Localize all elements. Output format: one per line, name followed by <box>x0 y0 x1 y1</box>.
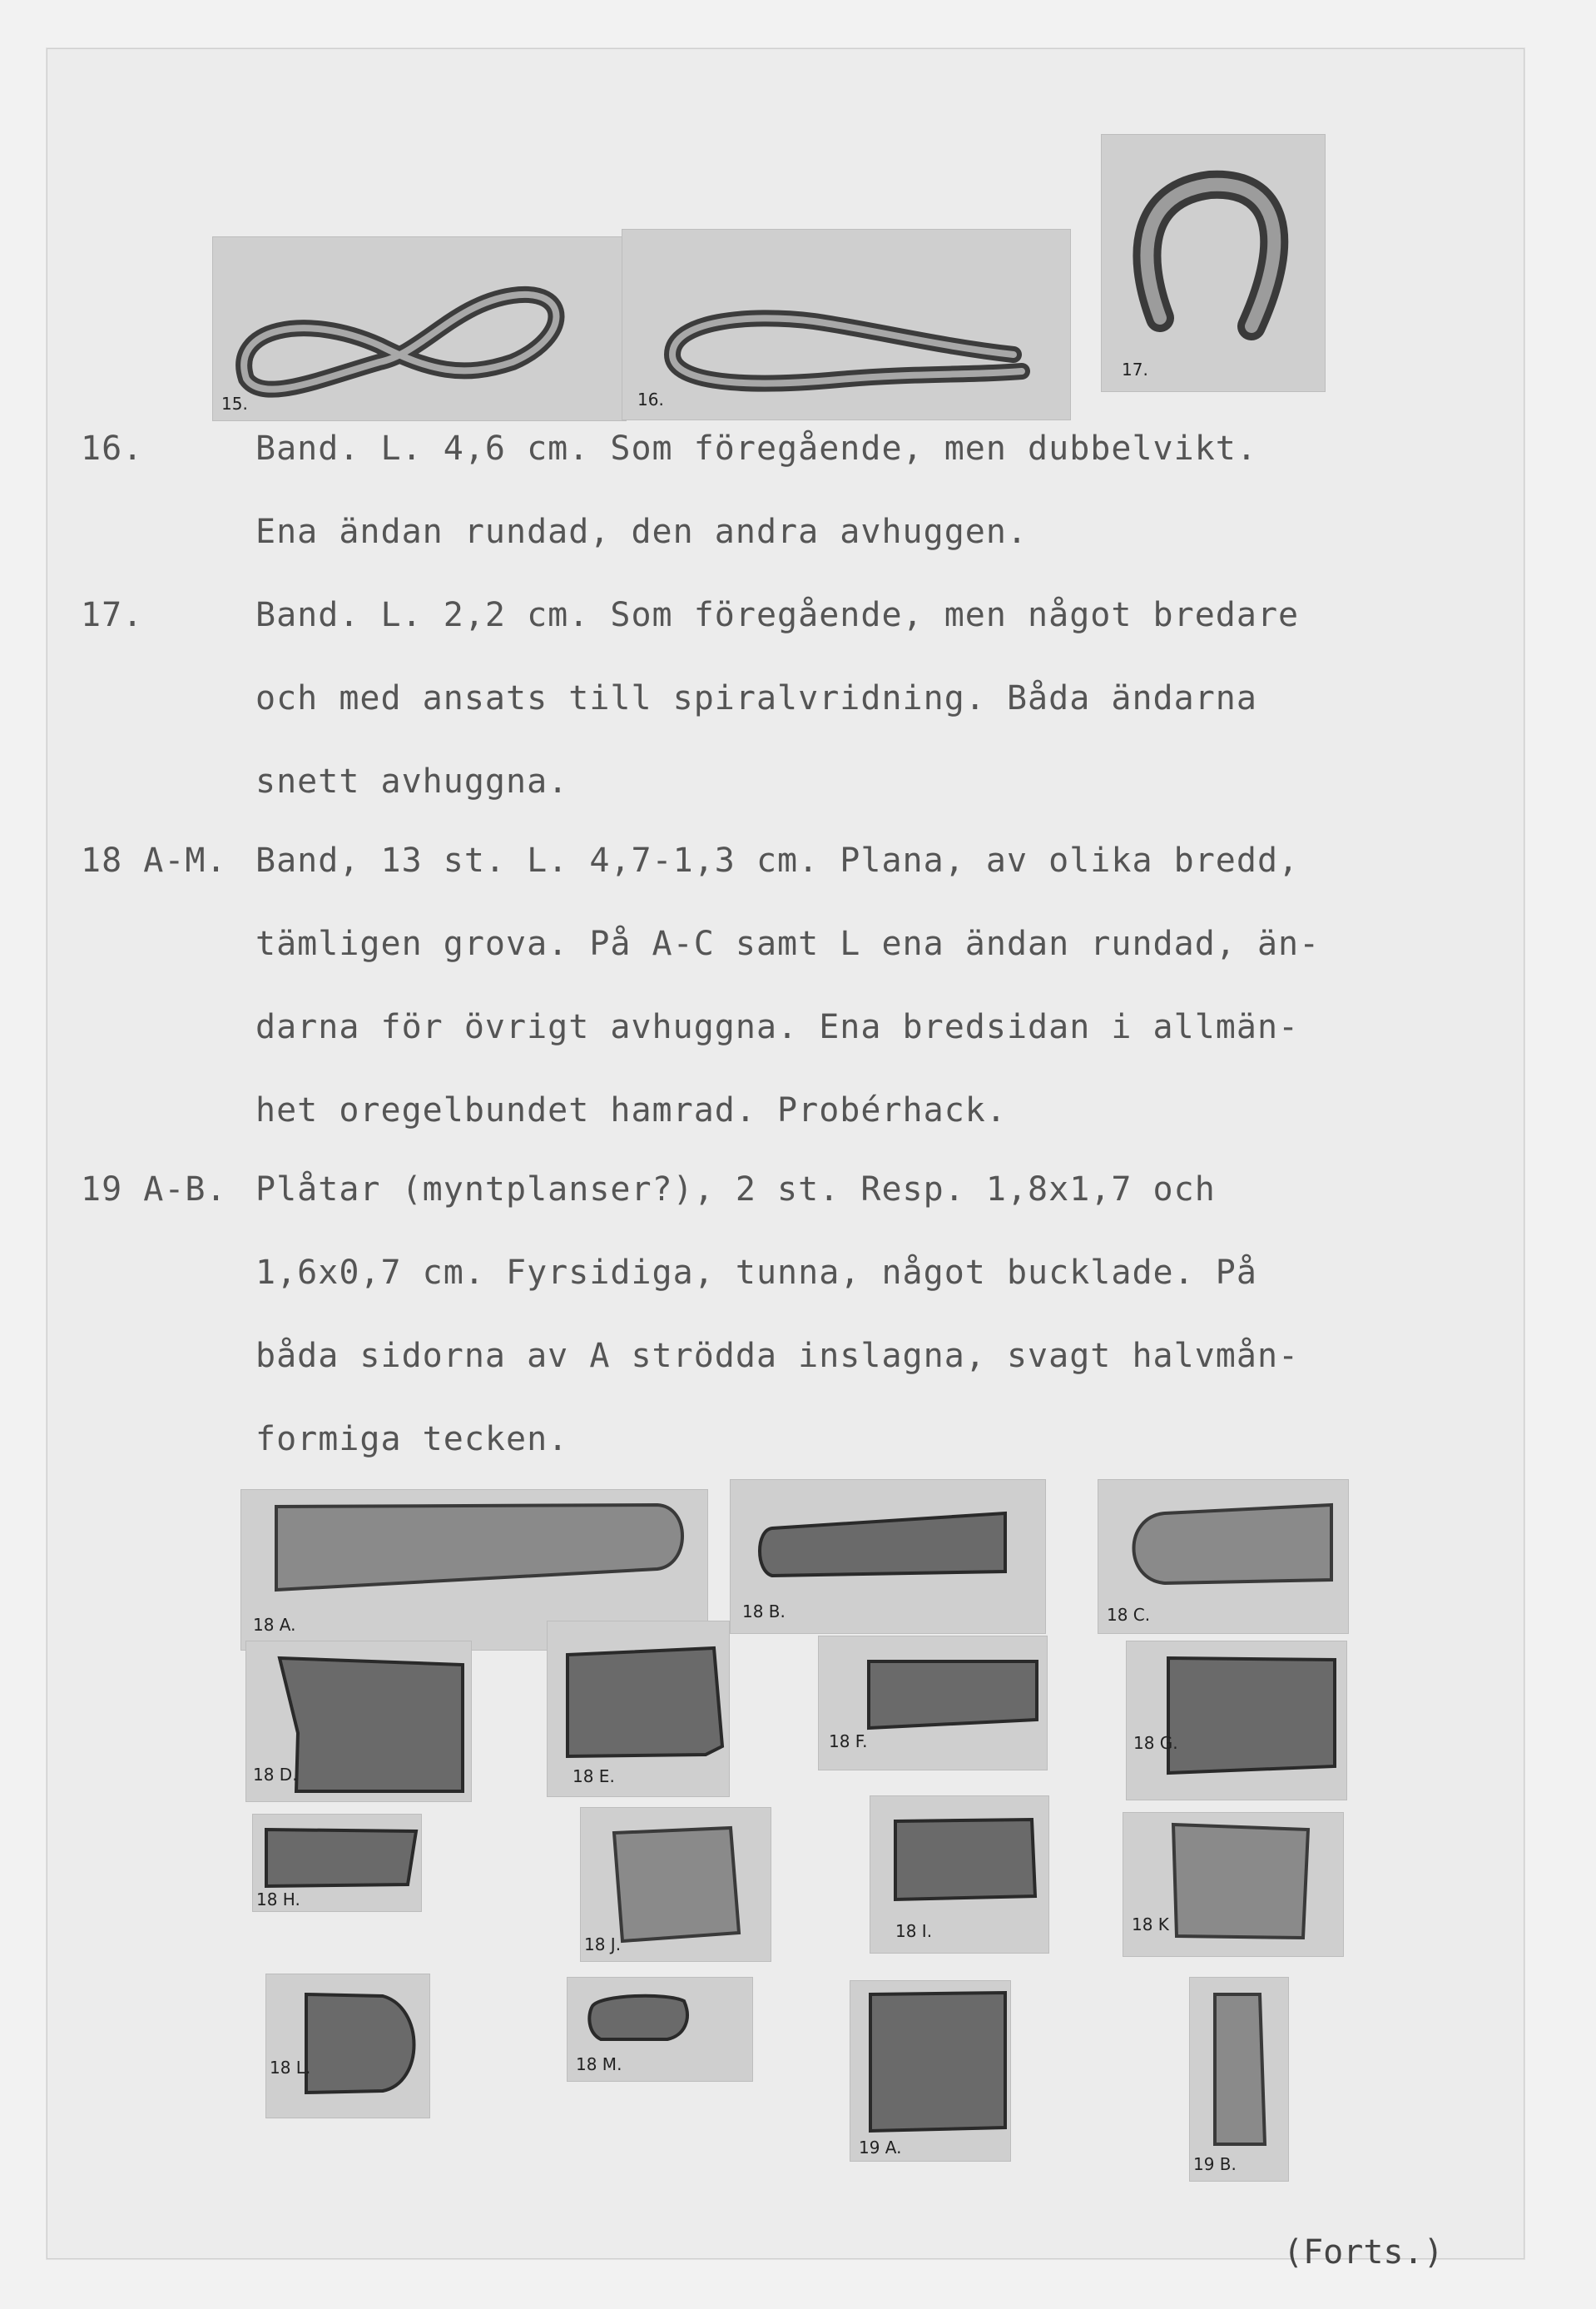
photo-18b <box>730 1479 1046 1634</box>
entry-19-line-4: formiga tecken. <box>255 1420 569 1458</box>
photo-18k-label: 18 K <box>1132 1914 1169 1934</box>
photo-19a <box>850 1980 1011 2162</box>
entry-17 <box>47 574 1524 823</box>
entry-17-number: 17. <box>81 596 144 634</box>
photo-18e <box>547 1621 730 1797</box>
photo-18b-label: 18 B. <box>742 1601 786 1621</box>
entry-19-line-3: båda sidorna av A strödda inslagna, svagt halvmån- <box>255 1337 1300 1375</box>
photo-18c-label: 18 C. <box>1107 1605 1151 1625</box>
photo-18m <box>567 1977 753 2082</box>
entry-18 <box>47 819 1524 1152</box>
photo-16 <box>622 229 1071 420</box>
photo-15 <box>212 236 627 421</box>
photo-18c <box>1098 1479 1349 1634</box>
photo-15-label: 15. <box>221 394 248 414</box>
entry-17-line-3: snett avhuggna. <box>255 762 569 801</box>
entry-19-line-2: 1,6x0,7 cm. Fyrsidiga, tunna, något bucklade. På <box>255 1254 1257 1292</box>
photo-18i <box>870 1795 1049 1954</box>
photo-19a-label: 19 A. <box>859 2138 902 2158</box>
entry-18-line-4: het oregelbundet hamrad. Probérhack. <box>255 1091 1007 1130</box>
photo-18g <box>1126 1641 1347 1800</box>
catalog-page <box>47 48 1524 2272</box>
curved-band-image <box>1102 135 1325 391</box>
plate-19b-image <box>1190 1978 1288 2181</box>
band-18g-image <box>1127 1641 1346 1800</box>
entry-19 <box>47 1148 1524 1481</box>
photo-18l-label: 18 L. <box>270 2058 311 2078</box>
entry-16-line-2: Ena ändan rundad, den andra avhuggen. <box>255 513 1028 551</box>
entry-18-line-1: Band, 13 st. L. 4,7-1,3 cm. Plana, av olika bredd, <box>255 842 1300 880</box>
band-18k-image <box>1123 1813 1343 1956</box>
entry-16 <box>47 407 1524 574</box>
twisted-wire-figure-eight-image <box>213 237 626 420</box>
photo-18d <box>245 1641 472 1802</box>
photo-18m-label: 18 M. <box>576 2054 622 2074</box>
photo-18a-label: 18 A. <box>253 1615 296 1635</box>
photo-18h <box>252 1814 422 1912</box>
photo-17 <box>1101 134 1326 392</box>
photo-18j <box>580 1807 771 1962</box>
photo-17-label: 17. <box>1122 360 1148 380</box>
photo-18i-label: 18 I. <box>895 1921 933 1941</box>
entry-17-line-1: Band. L. 2,2 cm. Som föregående, men något bredare <box>255 596 1300 634</box>
photo-18f <box>818 1636 1048 1770</box>
photo-18d-label: 18 D. <box>253 1765 298 1785</box>
entry-18-number: 18 A-M. <box>81 842 227 880</box>
entry-17-line-2: och med ansats till spiralvridning. Båda ändarna <box>255 679 1257 718</box>
photo-16-label: 16. <box>637 390 664 410</box>
photo-19b <box>1189 1977 1289 2182</box>
photo-19b-label: 19 B. <box>1193 2154 1237 2174</box>
plate-19a-image <box>850 1981 1010 2161</box>
entry-16-number: 16. <box>81 430 144 468</box>
folded-band-image <box>622 230 1070 420</box>
band-18l-image <box>266 1974 429 2118</box>
entry-19-number: 19 A-B. <box>81 1170 227 1209</box>
photo-18f-label: 18 F. <box>829 1731 868 1751</box>
continued-note: (Forts.) <box>1283 2233 1444 2272</box>
photo-18g-label: 18 G. <box>1133 1733 1178 1753</box>
photo-18e-label: 18 E. <box>572 1766 615 1786</box>
entry-18-line-2: tämligen grova. På A-C samt L ena ändan rundad, än- <box>255 925 1321 963</box>
photo-18h-label: 18 H. <box>256 1889 300 1909</box>
photo-18j-label: 18 J. <box>584 1934 622 1954</box>
entry-19-line-1: Plåtar (myntplanser?), 2 st. Resp. 1,8x1,7 och <box>255 1170 1216 1209</box>
photo-18k <box>1123 1812 1344 1957</box>
photo-18l <box>265 1974 430 2118</box>
entry-16-line-1: Band. L. 4,6 cm. Som föregående, men dubbelvikt. <box>255 430 1257 468</box>
entry-18-line-3: darna för övrigt avhuggna. Ena bredsidan i allmän- <box>255 1008 1300 1046</box>
